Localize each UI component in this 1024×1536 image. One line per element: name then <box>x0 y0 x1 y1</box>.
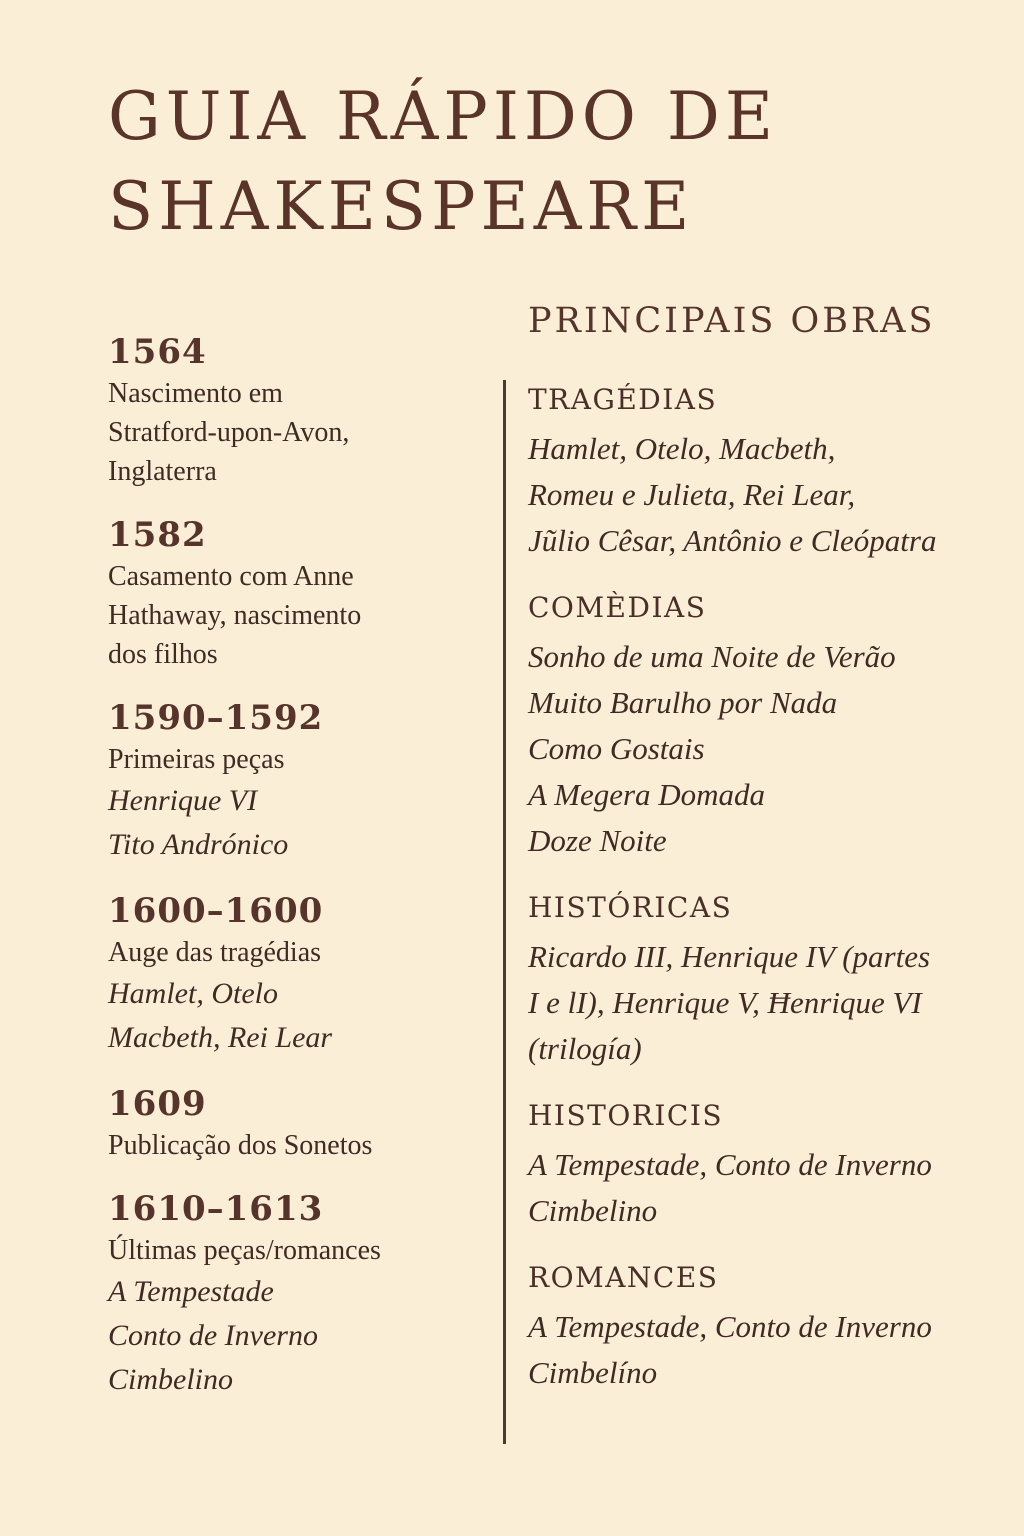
category-works <box>528 634 1008 864</box>
category-works-line: I e lI), Henrique V, Ħenrique VI <box>528 985 922 1020</box>
event-year: 1600–1600 <box>108 891 324 931</box>
category-works <box>528 934 1008 1072</box>
title-line-2: SHAKESPEARE <box>108 168 695 245</box>
timeline-event <box>108 1082 488 1165</box>
event-description-line: Casamento com Anne <box>108 561 354 592</box>
category-works <box>528 426 1008 564</box>
category-works-line: Sonho de uma Noite de Verão <box>528 639 896 674</box>
timeline <box>108 330 488 1424</box>
event-description-line: Auge das tragédias <box>108 937 322 968</box>
event-description-line: Primeiras peças <box>108 744 285 775</box>
event-year: 1564 <box>108 332 207 372</box>
event-description <box>108 933 488 972</box>
category-works <box>528 1142 1008 1234</box>
event-work: Macbeth, Rei Lear <box>108 1021 333 1054</box>
event-year: 1590–1592 <box>108 698 324 738</box>
timeline-event <box>108 330 488 491</box>
category-works-line: Doze Noite <box>528 823 667 858</box>
category-name: ROMANCES <box>528 1261 719 1294</box>
timeline-event <box>108 696 488 867</box>
title-line-1: GUIA RÁPIDO DE <box>108 78 778 155</box>
category-works-line: A Tempestade, Conto de Inverno <box>528 1309 932 1344</box>
event-work: Henrique VI <box>108 784 258 817</box>
timeline-event <box>108 889 488 1060</box>
event-description-line: dos filhos <box>108 639 218 670</box>
timeline-event <box>108 513 488 674</box>
category-works-line: (trilogía) <box>528 1031 642 1066</box>
event-year: 1610–1613 <box>108 1189 324 1229</box>
category-works-line: A Tempestade, Conto de Inverno <box>528 1147 932 1182</box>
principal-works-section <box>528 296 1008 1418</box>
category-works <box>528 1304 1008 1396</box>
category-works-line: Cimbelino <box>528 1193 658 1228</box>
works-category-histories <box>528 886 1008 1072</box>
category-works-line: Romeu e Julieta, Rei Lear, <box>528 477 856 512</box>
page-title <box>108 72 778 252</box>
works-category-comedies <box>528 586 1008 864</box>
event-works <box>108 1270 488 1402</box>
event-description <box>108 740 488 779</box>
event-works <box>108 779 488 867</box>
event-works <box>108 972 488 1060</box>
event-work: Hamlet, Otelo <box>108 977 278 1010</box>
works-category-romances <box>528 1256 1008 1396</box>
event-description-line: Hathaway, nascimento <box>108 600 362 631</box>
event-description <box>108 1231 488 1270</box>
event-description-line: Últimas peças/romances <box>108 1235 381 1266</box>
category-works-line: Como Gostais <box>528 731 705 766</box>
works-category-historicis <box>528 1094 1008 1234</box>
event-work: Conto de Inverno <box>108 1319 318 1352</box>
works-category-tragedies <box>528 378 1008 564</box>
category-name: HISTÓRICAS <box>528 891 733 924</box>
event-work: Cimbelino <box>108 1363 233 1396</box>
event-description-line: Stratford-upon-Avon, <box>108 417 350 448</box>
category-name: TRAGÉDIAS <box>528 383 718 416</box>
category-name: HISTORICIS <box>528 1099 724 1132</box>
timeline-event <box>108 1187 488 1402</box>
category-name: COMÈDIAS <box>528 591 707 624</box>
category-works-line: Ricardo III, Henrique IV (partes <box>528 939 931 974</box>
event-description <box>108 374 488 491</box>
event-year: 1609 <box>108 1084 207 1124</box>
event-description-line: Publicação dos Sonetos <box>108 1130 373 1161</box>
event-description <box>108 1126 488 1165</box>
category-works-line: Cimbelíno <box>528 1355 658 1390</box>
event-year: 1582 <box>108 515 207 555</box>
principal-works-heading: PRINCIPAIS OBRAS <box>528 301 936 341</box>
event-description-line: Inglaterra <box>108 456 217 487</box>
event-description-line: Nascimento em <box>108 378 283 409</box>
category-works-line: A Megera Domada <box>528 777 766 812</box>
column-divider <box>503 380 506 1444</box>
event-work: A Tempestade <box>108 1275 274 1308</box>
event-work: Tito Andrónico <box>108 828 289 861</box>
category-works-line: Muito Barulho por Nada <box>528 685 838 720</box>
event-description <box>108 557 488 674</box>
category-works-line: Jũlio Cêsar, Antônio e Cleópatra <box>528 523 937 558</box>
category-works-line: Hamlet, Otelo, Macbeth, <box>528 431 836 466</box>
